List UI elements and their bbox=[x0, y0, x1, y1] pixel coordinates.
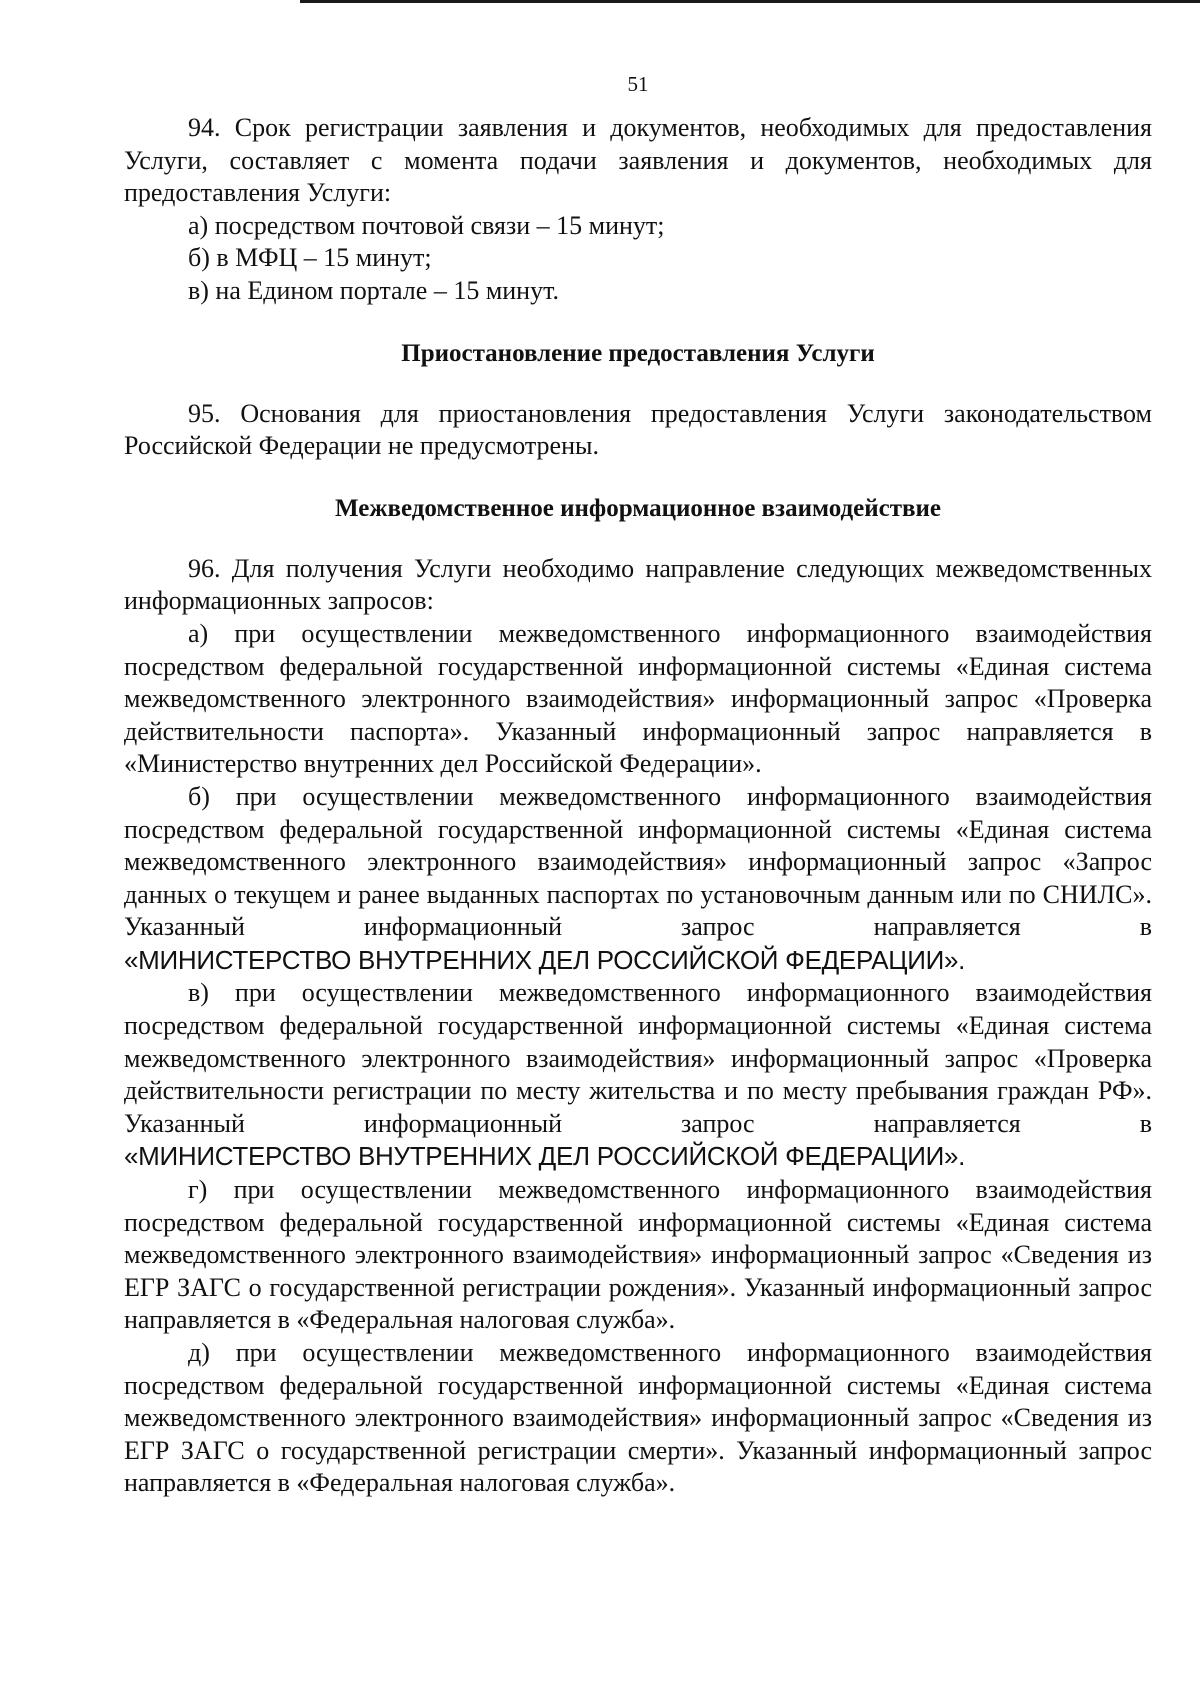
page-number: 51 bbox=[627, 72, 649, 96]
paragraph-94-item-v: в) на Едином портале – 15 минут. bbox=[188, 275, 560, 305]
heading-interagency-interaction: Межведомственное информационное взаимодействие bbox=[335, 494, 941, 522]
paragraph-96-item-d: д) при осуществлении межведомственного информационного взаимодействия посредством федеральной государственной информационной системы «Единая система межведомственного электронного взаимодействия» информационный запрос «Сведения из ЕГР ЗАГС о государственной регистрации смерти». Указанный информационный запрос направляется в «Федеральная налоговая служба». bbox=[124, 1338, 1152, 1498]
document-page bbox=[124, 70, 1152, 1500]
organization-name: «МИНИСТЕРСТВО ВНУТРЕННИХ ДЕЛ РОССИЙСКОЙ ФЕДЕРАЦИИ». bbox=[124, 944, 966, 975]
paragraph-96-item-b-org bbox=[124, 944, 1152, 978]
paragraph-94-item-a: а) посредством почтовой связи – 15 минут; bbox=[188, 210, 665, 240]
heading-suspension: Приостановление предоставления Услуги bbox=[401, 339, 875, 367]
paragraph-96-item-g: г) при осуществлении межведомственного информационного взаимодействия посредством федеральной государственной информационной системы «Единая система межведомственного электронного взаимодействия» информационный запрос «Сведения из ЕГР ЗАГС о государственной регистрации рождения». Указанный информационный запрос направляется в «Федеральная налоговая служба». bbox=[124, 1175, 1152, 1335]
paragraph-94-item-b: б) в МФЦ – 15 минут; bbox=[188, 243, 432, 273]
paragraph-95: 95. Основания для приостановления предоставления Услуги законодательством Российской Федерации не предусмотрены. bbox=[124, 398, 1152, 461]
paragraph-96-item-v-org bbox=[124, 1140, 1152, 1174]
paragraph-96-intro: 96. Для получения Услуги необходимо направление следующих межведомственных информационных запросов: bbox=[124, 553, 1152, 616]
top-border-line bbox=[300, 0, 1200, 3]
paragraph-96-item-b: б) при осуществлении межведомственного информационного взаимодействия посредством федеральной государственной информационной системы «Единая система межведомственного электронного взаимодействия» информационный запрос «Запрос данных о текущем и ранее выданных паспортах по установочным данным или по СНИЛС». Указанный информационный запрос направляется в bbox=[124, 781, 1152, 942]
paragraph-94-intro: 94. Срок регистрации заявления и документов, необходимых для предоставления Услуги, составляет с момента подачи заявления и документов, необходимых для предоставления Услуги: bbox=[124, 113, 1152, 208]
paragraph-96-item-a: а) при осуществлении межведомственного информационного взаимодействия посредством федеральной государственной информационной системы «Единая система межведомственного электронного взаимодействия» информационный запрос «Проверка действительности паспорта». Указанный информационный запрос направляется в «Министерство внутренних дел Российской Федерации». bbox=[124, 618, 1152, 779]
paragraph-96-item-v: в) при осуществлении межведомственного информационного взаимодействия посредством федеральной государственной информационной системы «Единая система межведомственного электронного взаимодействия» информационный запрос «Проверка действительности регистрации по месту жительства и по месту пребывания граждан РФ». Указанный информационный запрос направляется в bbox=[124, 978, 1152, 1138]
organization-name: «МИНИСТЕРСТВО ВНУТРЕННИХ ДЕЛ РОССИЙСКОЙ ФЕДЕРАЦИИ». bbox=[124, 1141, 966, 1172]
